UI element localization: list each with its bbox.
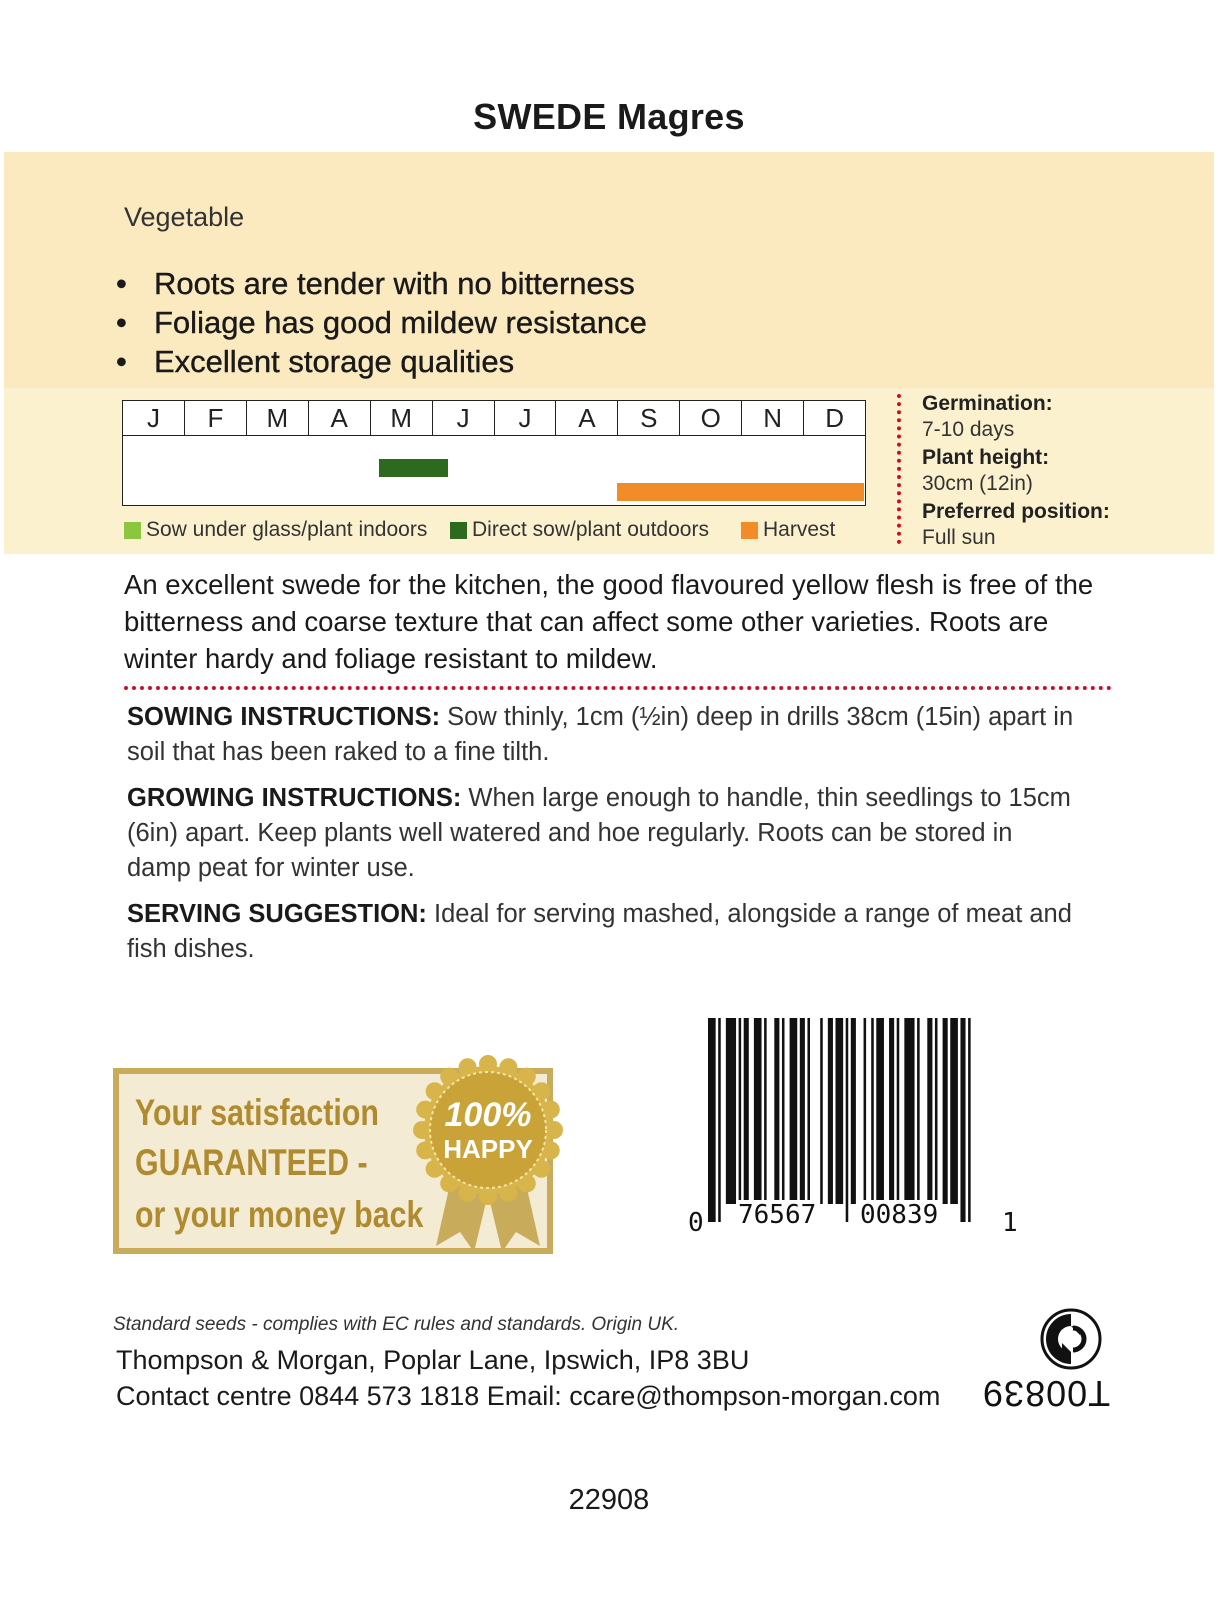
standards-note: Standard seeds - complies with EC rules and standards. Origin UK. [113, 1314, 680, 1335]
product-code: T00839 [982, 1373, 1111, 1414]
calendar-bar [379, 459, 448, 477]
calendar-month: N [742, 401, 804, 435]
sowing-instructions: SOWING INSTRUCTIONS: Sow thinly, 1cm (½in) deep in drills 38cm (15in) apart in soil that has been raked to a fine tilth. [127, 703, 1074, 766]
instruction-heading: SERVING SUGGESTION: [127, 900, 427, 928]
barcode-left-digits: 76567 [738, 1200, 817, 1230]
guarantee-line-2: GUARANTEED - [135, 1142, 368, 1183]
calendar-month: M [247, 401, 309, 435]
packet-code: 22908 [568, 1484, 650, 1516]
rosette-badge-icon [408, 1054, 568, 1254]
instruction-heading: SOWING INSTRUCTIONS: [127, 703, 441, 731]
badge-percent: 100% [444, 1096, 532, 1134]
legend-swatch [450, 522, 467, 539]
barcode-check-digit: 1 [1002, 1208, 1018, 1238]
germination-label: Germination: [922, 392, 1053, 415]
calendar-month: S [618, 401, 680, 435]
calendar-month: O [680, 401, 742, 435]
product-description: An excellent swede for the kitchen, the good flavoured yellow flesh is free of the bitterness and coarse texture that can affect some other varieties. Roots are winter hardy and foliage resistant to mildew. [124, 569, 1094, 674]
legend-swatch [124, 522, 141, 539]
barcode-right-digits: 00839 [860, 1200, 939, 1230]
position-label: Preferred position: [922, 500, 1110, 523]
feature-item: • Excellent storage qualities [116, 344, 515, 379]
germination-value: 7-10 days [922, 418, 1015, 441]
calendar-month: J [123, 401, 185, 435]
plant-info [922, 390, 1202, 552]
green-dot-recycle-icon [1040, 1308, 1102, 1370]
legend-item-outdoors: Direct sow/plant outdoors [450, 518, 709, 542]
bullet-dot: • [116, 266, 127, 301]
calendar-month: F [185, 401, 247, 435]
calendar-bar [617, 483, 864, 501]
category-label: Vegetable [124, 202, 245, 232]
bullet-dot: • [116, 344, 127, 379]
dotted-divider-horizontal [124, 686, 1112, 690]
contact-details: Contact centre 0844 573 1818 Email: ccare@thompson-morgan.com [116, 1381, 941, 1411]
calendar-legend [124, 518, 864, 544]
growing-instructions: GROWING INSTRUCTIONS: When large enough to handle, thin seedlings to 15cm (6in) apart. Keep plants well watered and hoe regularly. Roots can be stored in damp peat for winter use. [127, 784, 1071, 882]
legend-item-indoors: Sow under glass/plant indoors [124, 518, 427, 542]
calendar-months [123, 401, 865, 436]
legend-swatch [741, 522, 758, 539]
guarantee-line-3: or your money back [135, 1194, 424, 1235]
badge-happy: HAPPY [443, 1134, 533, 1164]
calendar-month: A [556, 401, 618, 435]
height-label: Plant height: [922, 446, 1050, 469]
dotted-divider-vertical [897, 394, 901, 544]
calendar-month: D [825, 403, 844, 433]
company-address: Thompson & Morgan, Poplar Lane, Ipswich, IP8 3BU [116, 1345, 750, 1375]
product-title: SWEDE Magres [473, 96, 745, 137]
calendar-month: A [309, 401, 371, 435]
legend-item-harvest: Harvest [741, 518, 835, 542]
feature-item: • Foliage has good mildew resistance [116, 305, 647, 340]
barcode [688, 1018, 1018, 1242]
barcode-lead-digit: 0 [688, 1208, 704, 1238]
barcode-bars-icon [708, 1018, 1012, 1224]
calendar-month: M [371, 401, 433, 435]
calendar-month: J [433, 401, 495, 435]
height-value: 30cm (12in) [922, 472, 1033, 495]
position-value: Full sun [922, 526, 996, 549]
guarantee-line-1: Your satisfaction [135, 1092, 379, 1133]
sowing-calendar [122, 400, 866, 506]
serving-suggestion: SERVING SUGGESTION: Ideal for serving mashed, alongside a range of meat and fish dishes. [127, 900, 1072, 963]
bullet-dot: • [116, 305, 127, 340]
instruction-heading: GROWING INSTRUCTIONS: [127, 784, 462, 812]
feature-item: • Roots are tender with no bitterness [116, 266, 635, 301]
calendar-month: J [495, 401, 557, 435]
